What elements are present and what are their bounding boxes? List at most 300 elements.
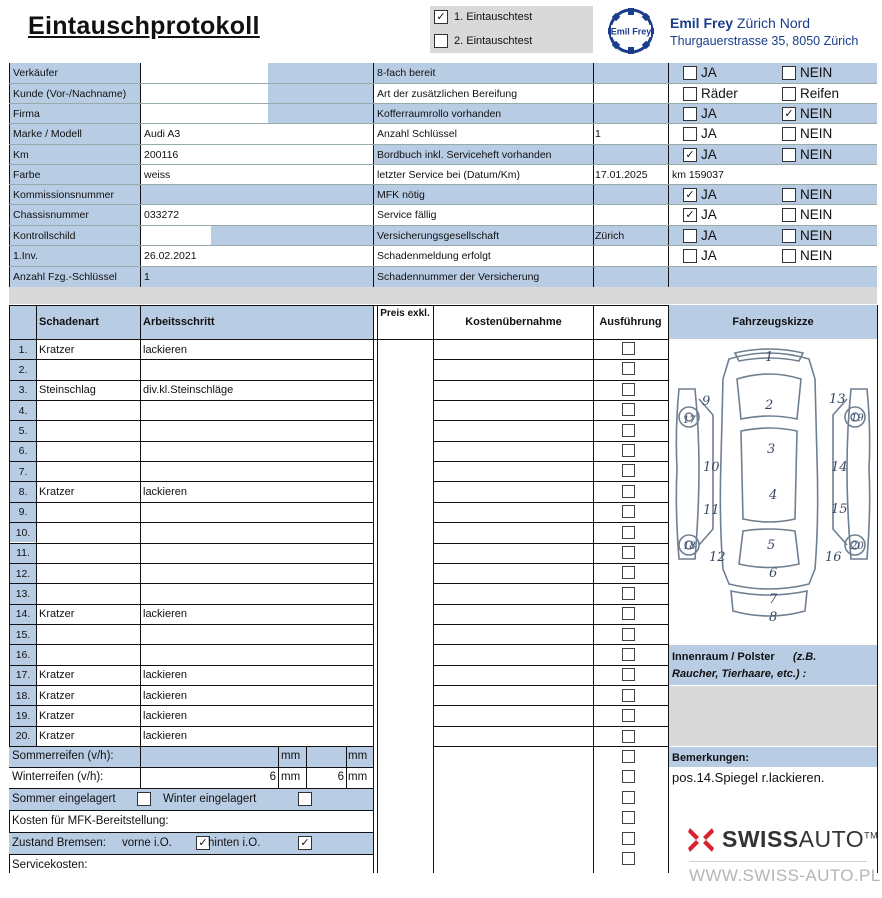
ausfuehrung-checkbox[interactable] xyxy=(622,689,635,702)
no-checkbox[interactable] xyxy=(782,87,796,101)
info-right-value[interactable] xyxy=(594,185,668,205)
row-line-right xyxy=(434,685,668,686)
col-divider xyxy=(593,305,594,873)
option-nein[interactable] xyxy=(782,228,832,243)
interior-value-area[interactable] xyxy=(669,686,877,746)
test1-option[interactable] xyxy=(434,10,532,24)
auto-word: AUTO xyxy=(798,826,865,852)
ausfuehrung-checkbox[interactable] xyxy=(622,464,635,477)
row-line-right xyxy=(434,359,668,360)
yes-checkbox[interactable] xyxy=(683,66,697,80)
info-right-label: 8-fach bereit xyxy=(374,63,594,83)
option-label: JA xyxy=(701,187,717,202)
tire-divider xyxy=(278,768,279,788)
row-schadenart[interactable]: Kratzer xyxy=(39,486,75,499)
interior-section xyxy=(669,645,877,685)
info-left-label: Farbe xyxy=(10,165,140,185)
option-label: NEIN xyxy=(800,106,833,121)
ausfuehrung-checkbox[interactable] xyxy=(622,362,635,375)
service-costs-label: Servicekosten: xyxy=(12,859,88,871)
info-row-divider xyxy=(9,83,877,84)
info-right-label: Bordbuch inkl. Serviceheft vorhanden xyxy=(374,145,594,165)
brakes-label: Zustand Bremsen: xyxy=(12,837,106,849)
info-right-value[interactable]: 1 xyxy=(594,124,668,144)
yes-checkbox[interactable] xyxy=(683,127,697,141)
row-schadenart[interactable] xyxy=(36,462,140,481)
remarks-header: Bemerkungen: xyxy=(669,747,877,767)
row-arbeitsschritt[interactable] xyxy=(140,645,373,664)
row-line-right xyxy=(434,522,668,523)
winter-stored-checkbox[interactable] xyxy=(298,792,312,806)
info-right-label: Art der zusätzlichen Bereifung xyxy=(374,84,594,104)
option-nein[interactable] xyxy=(782,106,832,121)
row-line-right xyxy=(434,441,668,442)
yes-checkbox[interactable] xyxy=(683,87,697,101)
option-label: NEIN xyxy=(800,187,833,202)
test2-option[interactable] xyxy=(434,34,532,48)
row-number: 8. xyxy=(10,482,36,501)
ausfuehrung-header: Ausführung xyxy=(599,316,662,328)
row-arbeitsschritt[interactable]: div.kl.Steinschläge xyxy=(143,384,234,397)
test1-label: 1. Eintauschtest xyxy=(454,11,533,23)
row-schadenart[interactable] xyxy=(36,544,140,563)
col-divider xyxy=(373,305,374,873)
option-label: NEIN xyxy=(800,248,833,263)
winter-tires-label: Winterreifen (v/h): xyxy=(12,771,104,783)
info-right-value[interactable] xyxy=(594,145,668,165)
section-separator xyxy=(9,287,877,304)
row-schadenart[interactable] xyxy=(36,360,140,379)
col-divider xyxy=(877,305,878,873)
info-right-value[interactable] xyxy=(594,246,668,266)
tire-divider xyxy=(278,747,279,767)
option-label: NEIN xyxy=(800,207,833,222)
row-line-right xyxy=(434,400,668,401)
row-line-right xyxy=(434,461,668,462)
test1-checkbox[interactable]: ✓ xyxy=(434,10,448,24)
option-label: NEIN xyxy=(800,228,833,243)
info-left-value[interactable] xyxy=(141,185,373,205)
sketch-zone-18: 18 xyxy=(683,541,696,552)
no-checkbox[interactable] xyxy=(782,66,796,80)
sketch-zone-6: 6 xyxy=(769,566,778,581)
info-row-divider xyxy=(9,266,877,267)
no-checkbox[interactable] xyxy=(782,188,796,202)
page-title: Eintauschprotokoll xyxy=(28,12,260,40)
yes-checkbox[interactable] xyxy=(683,107,697,121)
ausfuehrung-checkbox[interactable] xyxy=(622,403,635,416)
row-line-right xyxy=(434,583,668,584)
option-nein[interactable] xyxy=(782,147,832,162)
redacted-field xyxy=(141,61,268,84)
row-number: 6. xyxy=(10,442,36,461)
sketch-zone-13: 13 xyxy=(829,392,846,407)
info-left-value[interactable]: 26.02.2021 xyxy=(141,246,373,266)
row-arbeitsschritt[interactable]: lackieren xyxy=(143,343,188,356)
row-arbeitsschritt[interactable] xyxy=(140,421,373,440)
row-number: 1. xyxy=(10,340,36,359)
option-ja[interactable] xyxy=(683,248,717,263)
row-line-right xyxy=(434,380,668,381)
no-checkbox[interactable]: ✓ xyxy=(782,107,796,121)
dealer-name-rest: Zürich Nord xyxy=(733,15,811,31)
option-ja[interactable] xyxy=(683,65,717,80)
row-schadenart[interactable] xyxy=(36,564,140,583)
info-right-label: Versicherungsgesellschaft xyxy=(374,226,594,246)
row-line-right xyxy=(434,705,668,706)
info-row-divider xyxy=(9,103,877,104)
yes-checkbox[interactable]: ✓ xyxy=(683,188,697,202)
option-label: JA xyxy=(701,147,717,162)
option-ja[interactable] xyxy=(683,187,717,202)
stored-line xyxy=(9,810,373,811)
row-arbeitsschritt[interactable] xyxy=(140,544,373,563)
row-arbeitsschritt[interactable]: lackieren xyxy=(143,730,188,743)
info-left-label: Kommissionsnummer xyxy=(10,185,140,205)
row-line-right xyxy=(434,624,668,625)
info-left-value[interactable]: 200116 xyxy=(141,145,373,165)
option-räder[interactable] xyxy=(683,86,738,101)
row-arbeitsschritt[interactable] xyxy=(140,503,373,522)
ausfuehrung-checkbox[interactable] xyxy=(622,526,635,539)
sketch-zone-12: 12 xyxy=(709,550,726,565)
row-arbeitsschritt[interactable] xyxy=(140,625,373,644)
info-right-value[interactable]: Zürich xyxy=(594,226,668,246)
sketch-zone-17: 17 xyxy=(683,415,696,426)
row-schadenart[interactable]: Steinschlag xyxy=(39,384,96,397)
sketch-zone-9: 9 xyxy=(702,394,711,409)
option-label: JA xyxy=(701,65,717,80)
ausfuehrung-checkbox[interactable] xyxy=(622,505,635,518)
vehicle-sketch xyxy=(669,339,877,645)
yes-checkbox[interactable]: ✓ xyxy=(683,148,697,162)
row-number: 10. xyxy=(10,523,36,542)
row-schadenart[interactable] xyxy=(36,584,140,603)
ausfuehrung-checkbox[interactable] xyxy=(622,791,635,804)
info-options-cell xyxy=(669,267,877,287)
row-schadenart[interactable] xyxy=(36,401,140,420)
ausfuehrung-checkbox[interactable] xyxy=(622,485,635,498)
row-arbeitsschritt[interactable] xyxy=(140,401,373,420)
sketch-zone-16: 16 xyxy=(825,550,842,565)
option-label: Räder xyxy=(701,86,738,101)
row-arbeitsschritt[interactable] xyxy=(140,360,373,379)
no-header xyxy=(9,305,36,339)
sketch-zone-14: 14 xyxy=(831,460,848,475)
row-schadenart[interactable]: Kratzer xyxy=(39,343,75,356)
row-arbeitsschritt[interactable] xyxy=(140,462,373,481)
info-left-value[interactable]: weiss xyxy=(141,165,373,185)
row-arbeitsschritt[interactable]: lackieren xyxy=(143,608,188,621)
row-number: 4. xyxy=(10,401,36,420)
row-schadenart[interactable]: Kratzer xyxy=(39,608,75,621)
summer-tires-unit-rear: mm xyxy=(348,750,368,762)
dealer-name-bold: Emil Frey xyxy=(670,15,734,31)
row-schadenart[interactable]: Kratzer xyxy=(39,689,75,702)
logo-text: Emil Frey xyxy=(610,26,652,37)
winter-tires-unit-rear: mm xyxy=(348,771,368,783)
option-ja[interactable] xyxy=(683,207,717,222)
emil-frey-logo xyxy=(606,8,656,54)
info-right-value[interactable] xyxy=(594,205,668,225)
option-nein[interactable] xyxy=(782,248,832,263)
ausfuehrung-checkbox[interactable] xyxy=(622,546,635,559)
car-diagram xyxy=(669,339,877,645)
row-number: 18. xyxy=(10,686,36,705)
interior-hint-2: Raucher, Tierhaare, etc.) : xyxy=(672,668,807,680)
row-number: 19. xyxy=(10,706,36,725)
row-schadenart[interactable] xyxy=(36,442,140,461)
winter-tires-front[interactable]: 6 xyxy=(269,771,276,783)
row-schadenart[interactable] xyxy=(36,503,140,522)
row-schadenart[interactable] xyxy=(36,523,140,542)
row-schadenart[interactable] xyxy=(36,421,140,440)
row-number: 9. xyxy=(10,503,36,522)
sketch-zone-20: 20 xyxy=(851,541,864,552)
row-number: 7. xyxy=(10,462,36,481)
row-arbeitsschritt[interactable] xyxy=(140,442,373,461)
info-row-divider xyxy=(9,245,877,246)
row-arbeitsschritt[interactable]: lackieren xyxy=(143,486,188,499)
option-label: JA xyxy=(701,126,717,141)
redacted-field xyxy=(141,224,211,247)
yes-checkbox[interactable] xyxy=(683,229,697,243)
summer-tires-label: Sommerreifen (v/h): xyxy=(12,750,114,762)
col-divider xyxy=(36,305,37,750)
yes-checkbox[interactable] xyxy=(683,249,697,263)
interior-label: Innenraum / Polster xyxy=(672,651,775,663)
row-arbeitsschritt[interactable]: lackieren xyxy=(143,689,188,702)
info-right-label: Anzahl Schlüssel xyxy=(374,124,594,144)
ausfuehrung-checkbox[interactable] xyxy=(622,648,635,661)
row-arbeitsschritt[interactable] xyxy=(140,523,373,542)
option-reifen[interactable] xyxy=(782,86,839,101)
option-label: NEIN xyxy=(800,65,833,80)
sketch-zone-2: 2 xyxy=(765,398,774,413)
row-arbeitsschritt[interactable] xyxy=(140,584,373,603)
option-ja[interactable] xyxy=(683,126,717,141)
option-label: JA xyxy=(701,106,717,121)
ausfuehrung-checkbox[interactable] xyxy=(622,628,635,641)
info-right-value[interactable] xyxy=(594,267,668,287)
ausfuehrung-checkbox[interactable] xyxy=(622,587,635,600)
option-label: Reifen xyxy=(800,86,840,101)
dealer-info xyxy=(670,14,858,50)
option-nein[interactable] xyxy=(782,207,832,222)
row-arbeitsschritt[interactable] xyxy=(140,564,373,583)
option-nein[interactable] xyxy=(782,126,832,141)
info-right-value[interactable] xyxy=(594,84,668,104)
info-right-label: Schadenmeldung erfolgt xyxy=(374,246,594,266)
option-label: JA xyxy=(701,228,717,243)
row-number: 5. xyxy=(10,421,36,440)
info-col-divider xyxy=(668,63,669,288)
info-row-divider xyxy=(9,225,877,226)
ausfuehrung-checkbox[interactable] xyxy=(622,832,635,845)
ausfuehrung-checkbox[interactable] xyxy=(622,852,635,865)
tire-divider xyxy=(140,768,141,788)
row-line-right xyxy=(434,665,668,666)
header-bottom xyxy=(9,339,668,340)
dealer-address: Thurgauerstrasse 35, 8050 Zürich xyxy=(670,34,859,48)
ausfuehrung-checkbox[interactable] xyxy=(622,730,635,743)
sketch-zone-1: 1 xyxy=(765,350,774,365)
option-nein[interactable] xyxy=(782,187,832,202)
row-line-right xyxy=(434,502,668,503)
winter-tires-unit-front: mm xyxy=(281,771,301,783)
col-divider xyxy=(140,305,141,750)
row-line-right xyxy=(434,604,668,605)
row-number: 12. xyxy=(10,564,36,583)
info-left-value[interactable]: Audi A3 xyxy=(141,124,373,144)
schadenart-header: Schadenart xyxy=(36,305,140,339)
info-left-label: 1.Inv. xyxy=(10,246,140,266)
no-checkbox[interactable] xyxy=(782,229,796,243)
info-right-value[interactable] xyxy=(594,104,668,124)
row-number: 13. xyxy=(10,584,36,603)
tire-divider xyxy=(306,747,307,767)
ausfuehrung-checkbox[interactable] xyxy=(622,342,635,355)
info-row-divider xyxy=(9,164,877,165)
trademark: TM xyxy=(864,830,879,841)
winter-tires-rear[interactable]: 6 xyxy=(337,771,344,783)
row-line-right xyxy=(434,543,668,544)
row-number: 11. xyxy=(10,544,36,563)
brakes-front-label: vorne i.O. xyxy=(122,837,172,849)
ausfuehrung-checkbox[interactable] xyxy=(622,424,635,437)
ausfuehrung-checkbox[interactable] xyxy=(622,750,635,763)
sketch-zone-3: 3 xyxy=(767,442,776,457)
ausfuehrung-checkbox[interactable] xyxy=(622,566,635,579)
tire-divider xyxy=(346,768,347,788)
ausfuehrung-checkbox[interactable] xyxy=(622,607,635,620)
swiss-auto-logo xyxy=(688,826,878,853)
info-col-divider xyxy=(593,63,594,288)
summer-tires-unit-front: mm xyxy=(281,750,301,762)
test2-checkbox[interactable] xyxy=(434,34,448,48)
sketch-zone-7: 7 xyxy=(769,592,778,607)
row-line-right xyxy=(434,746,668,747)
info-row-divider xyxy=(9,204,877,205)
interior-hint-1: (z.B. xyxy=(793,651,817,663)
row-schadenart[interactable] xyxy=(36,645,140,664)
ausfuehrung-checkbox[interactable] xyxy=(622,444,635,457)
watermark-divider xyxy=(689,861,867,862)
row-line-right xyxy=(434,644,668,645)
info-row-divider xyxy=(9,184,877,185)
sketch-zone-5: 5 xyxy=(767,538,776,553)
sketch-header: Fahrzeugskizze xyxy=(669,305,877,339)
ausfuehrung-checkbox[interactable] xyxy=(622,770,635,783)
row-number: 17. xyxy=(10,666,36,685)
info-left-label: Chassisnummer xyxy=(10,205,140,225)
brakes-line xyxy=(9,854,373,855)
info-right-label: Service fällig xyxy=(374,205,594,225)
info-left-value[interactable]: 1 xyxy=(141,267,373,287)
option-label: NEIN xyxy=(800,147,833,162)
info-col-divider xyxy=(140,63,141,288)
test-selection-box xyxy=(430,6,593,53)
row-number: 20. xyxy=(10,727,36,746)
row-schadenart[interactable]: Kratzer xyxy=(39,709,75,722)
ausfuehrung-checkbox[interactable] xyxy=(622,709,635,722)
info-row-divider xyxy=(9,144,877,145)
sketch-zone-8: 8 xyxy=(769,610,778,625)
remarks-text[interactable]: pos.14.Spiegel r.lackieren. xyxy=(672,770,825,785)
info-left-value[interactable]: 033272 xyxy=(141,205,373,225)
yes-checkbox[interactable]: ✓ xyxy=(683,208,697,222)
winter-stored-label: Winter eingelagert xyxy=(163,793,257,805)
brakes-rear-checkbox[interactable]: ✓ xyxy=(298,836,312,850)
info-col-divider xyxy=(373,63,374,288)
ausfuehrung-checkbox[interactable] xyxy=(622,811,635,824)
swiss-auto-mark-icon xyxy=(688,828,714,852)
row-number: 14. xyxy=(10,605,36,624)
sketch-zone-15: 15 xyxy=(831,502,848,517)
info-left-label: Marke / Modell xyxy=(10,124,140,144)
swiss-word: SWISS xyxy=(722,826,799,852)
ausfuehrung-checkbox[interactable] xyxy=(622,668,635,681)
sketch-zone-19: 19 xyxy=(851,413,864,424)
sketch-zone-11: 11 xyxy=(703,503,720,518)
row-line-right xyxy=(434,563,668,564)
info-left-label: Kunde (Vor-/Nachname) xyxy=(10,84,140,104)
ausfuehrung-checkbox[interactable] xyxy=(622,383,635,396)
row-schadenart[interactable]: Kratzer xyxy=(39,669,75,682)
no-checkbox[interactable] xyxy=(782,249,796,263)
info-right-value[interactable] xyxy=(594,63,668,83)
arbeitsschritt-header: Arbeitsschritt xyxy=(140,305,374,339)
info-right-label: Kofferraumrollo vorhanden xyxy=(374,104,594,124)
test2-label: 2. Eintauschtest xyxy=(454,35,533,47)
info-row-divider xyxy=(9,123,877,124)
option-nein[interactable] xyxy=(782,65,832,80)
redacted-field xyxy=(141,102,268,125)
option-label: NEIN xyxy=(800,126,833,141)
last-service-km[interactable]: km 159037 xyxy=(672,169,724,181)
watermark-url: WWW.SWISS-AUTO.PL xyxy=(689,866,881,885)
row-arbeitsschritt[interactable]: lackieren xyxy=(143,709,188,722)
option-ja[interactable] xyxy=(683,106,717,121)
row-schadenart[interactable] xyxy=(36,625,140,644)
info-left-label: Firma xyxy=(10,104,140,124)
row-line-right xyxy=(434,481,668,482)
row-number: 2. xyxy=(10,360,36,379)
row-line-right xyxy=(434,420,668,421)
info-right-label: letzter Service bei (Datum/Km) xyxy=(374,165,594,185)
option-ja[interactable] xyxy=(683,228,717,243)
tire-divider xyxy=(306,768,307,788)
brakes-front-checkbox[interactable]: ✓ xyxy=(196,836,210,850)
summer-stored-checkbox[interactable] xyxy=(137,792,151,806)
brakes-rear-label: hinten i.O. xyxy=(208,837,261,849)
option-ja[interactable] xyxy=(683,147,717,162)
no-checkbox[interactable] xyxy=(782,148,796,162)
preis-header: Preis exkl. xyxy=(380,307,430,319)
info-right-value[interactable]: 17.01.2025 xyxy=(594,165,668,185)
sketch-zone-10: 10 xyxy=(703,460,720,475)
mfk-costs-label: Kosten für MFK-Bereitstellung: xyxy=(12,815,169,827)
info-right-label: Schadennummer der Versicherung xyxy=(374,267,594,287)
row-schadenart[interactable]: Kratzer xyxy=(39,730,75,743)
row-arbeitsschritt[interactable]: lackieren xyxy=(143,669,188,682)
col-divider xyxy=(433,305,434,873)
no-checkbox[interactable] xyxy=(782,127,796,141)
info-left-label: Verkäufer xyxy=(10,63,140,83)
no-checkbox[interactable] xyxy=(782,208,796,222)
tire-divider xyxy=(140,747,141,767)
row-number: 16. xyxy=(10,645,36,664)
